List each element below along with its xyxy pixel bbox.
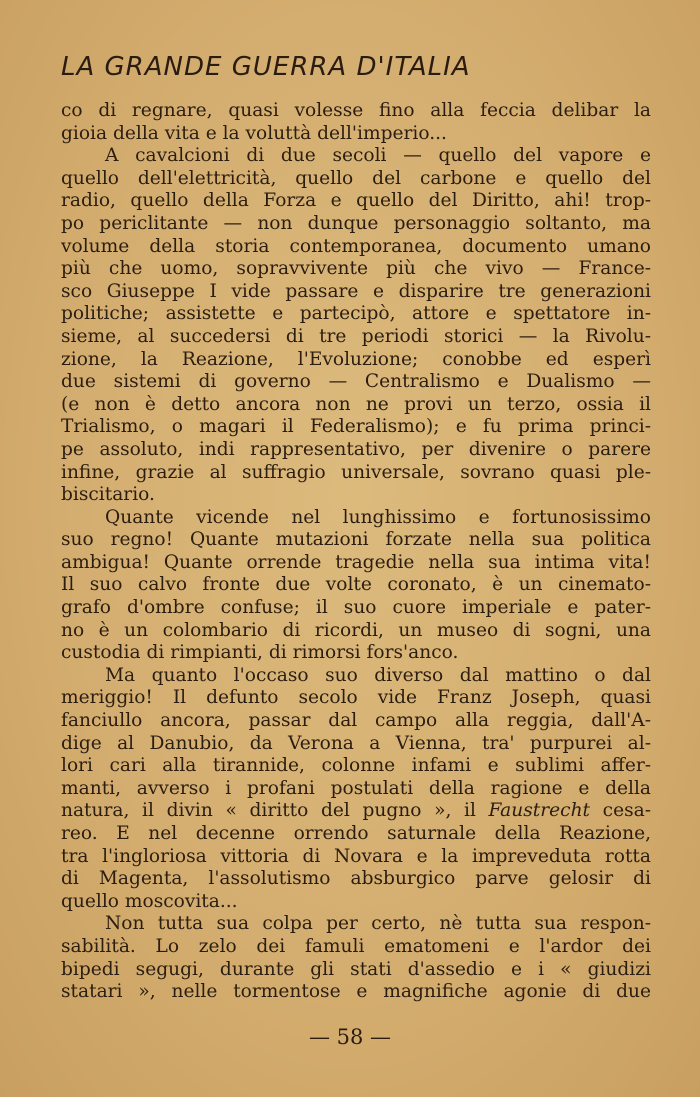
text-line: manti, avverso i profani postulati della ragione e della [61, 777, 651, 799]
text-line: sieme, al succedersi di tre periodi storici — la Rivolu- [61, 325, 651, 347]
text-line: quello dell'elettricità, quello del carbone e quello del [61, 167, 651, 189]
text-line: no è un colombario di ricordi, un museo di sogni, una [61, 619, 651, 641]
text-line: più che uomo, sopravvivente più che vivo — France- [61, 258, 651, 280]
text-line: ambigua! Quante orrende tragedie nella sua intima vita! [61, 551, 651, 573]
text-line: infine, grazie al suffragio universale, sovrano quasi ple- [61, 461, 651, 483]
text-line: Trialismo, o magari il Federalismo); e fu prima princi- [61, 416, 651, 438]
text-line: gioia della vita e la voluttà dell'imperio... [61, 122, 447, 144]
text-line: sco Giuseppe I vide passare e disparire tre generazioni [61, 280, 651, 302]
text-line: quello moscovita... [61, 890, 238, 912]
text-line: meriggio! Il defunto secolo vide Franz Joseph, quasi [61, 687, 651, 709]
text-line: due sistemi di governo — Centralismo e Dualismo — [61, 371, 651, 393]
text-line: A cavalcioni di due secoli — quello del vapore e [105, 145, 651, 167]
text-line: sabilità. Lo zelo dei famuli ematomeni e l'ardor dei [61, 935, 651, 957]
text-line: Quante vicende nel lunghissimo e fortunosissimo [105, 506, 651, 528]
text-line: zione, la Reazione, l'Evoluzione; conobbe ed esperì [61, 348, 651, 370]
body-text [61, 100, 651, 1004]
text-line: fanciullo ancora, passar dal campo alla reggia, dall'A- [61, 710, 651, 732]
text-line: di Magenta, l'assolutismo absburgico parve gelosir di [61, 868, 651, 890]
text-line: tra l'ingloriosa vittoria di Novara e la impreveduta rotta [61, 845, 651, 867]
text-line: natura, il divin « diritto del pugno », il Faustrecht cesa- [61, 800, 651, 822]
text-line: custodia di rimpianti, di rimorsi fors'anco. [61, 642, 459, 664]
text-line: co di regnare, quasi volesse fino alla feccia delibar la [61, 100, 651, 121]
text-line: suo regno! Quante mutazioni forzate nella sua politica [61, 529, 651, 551]
text-line: radio, quello della Forza e quello del Diritto, ahi! trop- [61, 190, 651, 212]
text-line: Ma quanto l'occaso suo diverso dal mattino o dal [105, 664, 651, 686]
text-line: lori cari alla tirannide, colonne infami e sublimi affer- [61, 755, 651, 777]
text-line: reo. E nel decenne orrendo saturnale della Reazione, [61, 823, 651, 844]
text-line: Non tutta sua colpa per certo, nè tutta sua respon- [105, 913, 651, 935]
text-line: statari », nelle tormentose e magnifiche agonie di due [61, 981, 651, 1003]
italic-term: Faustrecht [488, 800, 591, 822]
text-line: dige al Danubio, da Verona a Vienna, tra' purpurei al- [61, 732, 651, 754]
page-number: — 58 — [308, 1025, 392, 1049]
running-title: LA GRANDE GUERRA D'ITALIA [61, 52, 471, 82]
text-line: (e non è detto ancora non ne provi un terzo, ossia il [61, 393, 651, 415]
text-line: bipedi segugi, durante gli stati d'assedio e i « giudizi [61, 958, 651, 980]
text-line: Il suo calvo fronte due volte coronato, è un cinemato- [61, 574, 651, 596]
text-line: pe assoluto, indi rappresentativo, per divenire o parere [61, 438, 651, 460]
text-line: volume della storia contemporanea, documento umano [61, 235, 651, 257]
text-line: grafo d'ombre confuse; il suo cuore imperiale e pater- [61, 597, 651, 619]
text-line: po periclitante — non dunque personaggio soltanto, ma [61, 212, 651, 234]
text-line: politiche; assistette e partecipò, attore e spettatore in- [61, 303, 651, 325]
text-line: biscitario. [61, 484, 155, 506]
